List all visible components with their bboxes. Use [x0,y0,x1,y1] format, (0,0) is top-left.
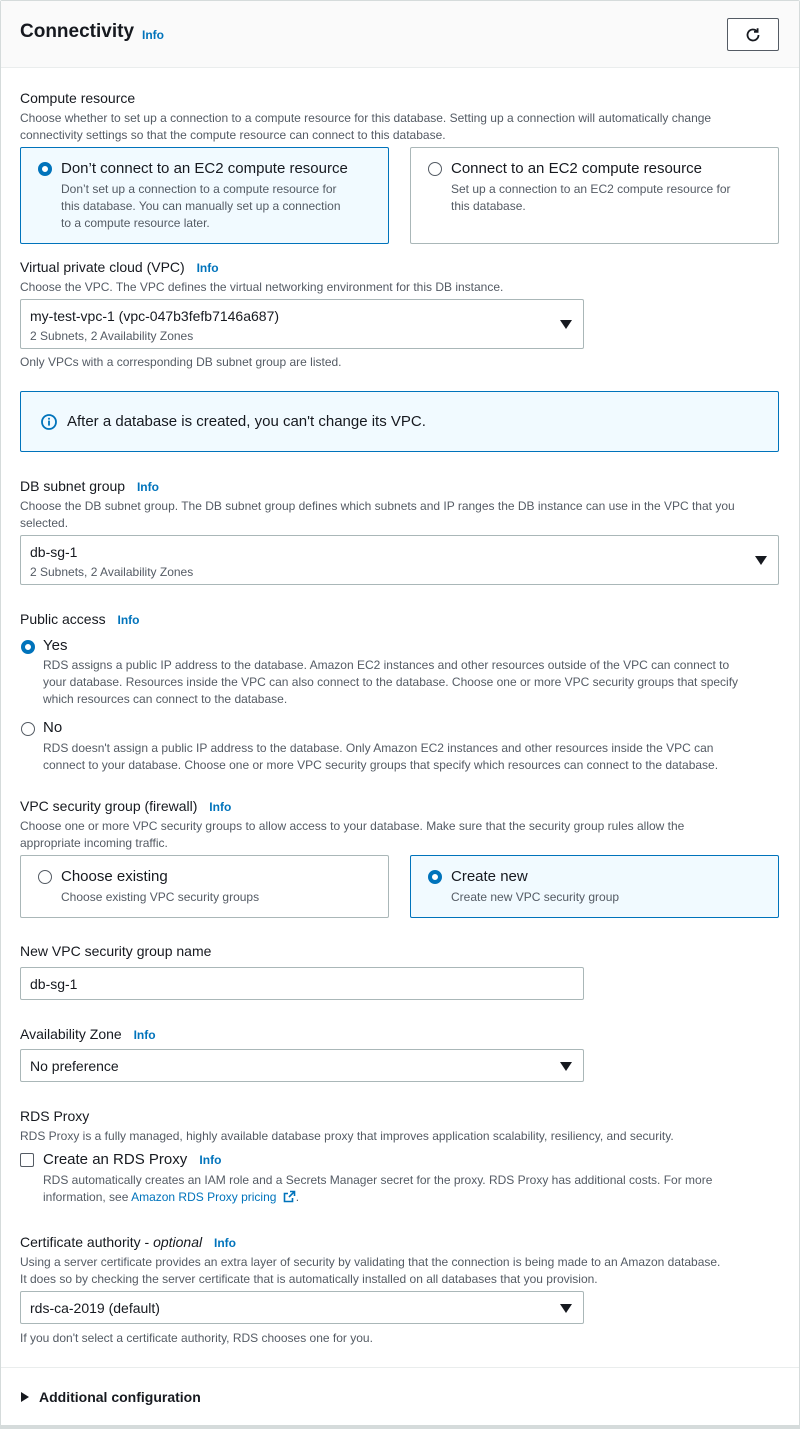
create-rds-proxy-text: Create an RDS Proxy [43,1151,188,1168]
chevron-down-icon [755,556,767,565]
public-no-title: No [43,719,63,736]
vpc-info-link[interactable]: Info [196,261,219,275]
rds-proxy-info-link[interactable]: Info [199,1153,222,1167]
compute-resource-desc-2: connectivity settings so that the compute resource can connect to this database. [20,128,446,142]
external-link-icon[interactable] [283,1190,296,1203]
security-group-info-link[interactable]: Info [209,800,232,814]
public-yes-desc-1: RDS assigns a public IP address to the database. Amazon EC2 instances and other resources outside of the VPC can connect to [43,658,730,672]
cert-select-value: rds-ca-2019 (default) [30,1300,160,1316]
vpc-select[interactable] [20,299,584,349]
panel-header [1,1,799,68]
tile-dont-connect-desc-3: to a compute resource later. [61,216,210,230]
chevron-down-icon [560,320,572,329]
vpc-select-value: my-test-vpc-1 (vpc-047b3fefb7146a687) [30,308,280,324]
subnet-label [20,478,159,494]
cert-label [20,1234,236,1250]
rds-proxy-detail-2 [43,1189,299,1206]
rds-proxy-detail-1: RDS automatically creates an IAM role and a Secrets Manager secret for the proxy. RDS Proxy has additional costs. For more [43,1173,713,1187]
vpc-note: Only VPCs with a corresponding DB subnet group are listed. [20,355,342,369]
security-group-label [20,798,231,814]
public-access-info-link[interactable]: Info [117,613,140,627]
az-info-link[interactable]: Info [133,1028,156,1042]
subnet-desc-2: selected. [20,516,69,530]
new-sg-name-value: db-sg-1 [30,976,78,992]
caret-right-icon [20,1391,30,1403]
vpc-desc: Choose the VPC. The VPC defines the virtual networking environment for this DB instance. [20,280,504,294]
cert-desc-1: Using a server certificate provides an extra layer of security by validating that the connection is being made to an Amazon database. [20,1255,721,1269]
security-group-desc-2: appropriate incoming traffic. [20,836,168,850]
rds-proxy-detail-suffix: . [295,1190,300,1204]
cert-info-link[interactable]: Info [214,1236,236,1250]
subnet-info-link[interactable]: Info [136,480,159,494]
radio-dont-connect[interactable] [38,162,52,176]
tile-dont-connect-desc-2: this database. You can manually set up a connection [61,199,341,213]
additional-config-toggle[interactable] [20,1389,201,1405]
tile-choose-existing-sg[interactable] [20,855,389,918]
rds-proxy-detail-prefix: information, see [43,1190,132,1204]
cert-label-text: Certificate authority - [20,1234,154,1250]
panel-title: Connectivity [20,21,135,42]
cert-select[interactable] [20,1291,584,1324]
rds-proxy-pricing-link[interactable]: Amazon RDS Proxy pricing [131,1190,277,1204]
subnet-select[interactable] [20,535,779,585]
compute-resource-label: Compute resource [20,90,136,106]
radio-connect-ec2[interactable] [428,162,442,176]
tile-create-new-sg[interactable] [410,855,779,918]
new-sg-name-label: New VPC security group name [20,943,212,959]
vpc-label-text: Virtual private cloud (VPC) [20,259,185,275]
public-access-label [20,611,139,627]
chevron-down-icon [560,1304,572,1313]
tile-connect-title: Connect to an EC2 compute resource [451,160,702,177]
radio-public-yes[interactable] [21,640,35,654]
tile-dont-connect-title: Don’t connect to an EC2 compute resource [61,160,348,177]
tile-dont-connect-desc-1: Don’t set up a connection to a compute resource for [61,182,337,196]
rds-proxy-label: RDS Proxy [20,1108,90,1124]
bottom-border [0,1425,800,1429]
security-group-label-text: VPC security group (firewall) [20,798,198,814]
tile-connect-desc-1: Set up a connection to an EC2 compute resource for [451,182,731,196]
tile-connect-ec2[interactable] [410,147,779,244]
az-label-text: Availability Zone [20,1026,122,1042]
public-yes-desc-2: your database. Resources inside the VPC can also connect to the database. Choose one or more VPC security groups that specify [43,675,739,689]
vpc-alert-text: After a database is created, you can't change its VPC. [67,413,426,430]
public-access-label-text: Public access [20,611,106,627]
vpc-label [20,259,219,275]
public-yes-desc-3: which resources can connect to the database. [43,692,288,706]
cert-note: If you don't select a certificate authority, RDS chooses one for you. [20,1331,373,1345]
public-no-desc-2: connect to your database. Choose one or more VPC security groups that specify which resources can connect to the database. [43,758,719,772]
additional-config-label: Additional configuration [39,1389,201,1405]
refresh-icon [744,26,762,44]
az-select[interactable] [20,1049,584,1082]
radio-choose-existing[interactable] [38,870,52,884]
subnet-select-sub: 2 Subnets, 2 Availability Zones [30,565,194,579]
section-divider [1,1367,799,1368]
create-new-title: Create new [451,868,528,885]
create-rds-proxy-checkbox[interactable] [20,1153,34,1167]
choose-existing-title: Choose existing [61,868,168,885]
public-yes-title: Yes [43,637,68,654]
rds-proxy-desc: RDS Proxy is a fully managed, highly available database proxy that improves application scalability, resiliency, and security. [20,1129,674,1143]
radio-public-no[interactable] [21,722,35,736]
refresh-button[interactable] [727,18,779,51]
subnet-select-value: db-sg-1 [30,544,78,560]
public-no-desc-1: RDS doesn't assign a public IP address to the database. Only Amazon EC2 instances and other resources inside the VPC can [43,741,714,755]
vpc-select-sub: 2 Subnets, 2 Availability Zones [30,329,194,343]
az-label [20,1026,156,1042]
choose-existing-desc: Choose existing VPC security groups [61,890,260,904]
compute-resource-desc-1: Choose whether to set up a connection to a compute resource for this database. Setting up a connection will automatically change [20,111,712,125]
az-select-value: No preference [30,1058,119,1074]
cert-label-optional: optional [153,1234,203,1250]
chevron-down-icon [560,1062,572,1071]
subnet-label-text: DB subnet group [20,478,126,494]
security-group-desc-1: Choose one or more VPC security groups to allow access to your database. Make sure that the security group rules allow the [20,819,685,833]
radio-create-new[interactable] [428,870,442,884]
create-rds-proxy-label [43,1151,221,1168]
new-sg-name-input[interactable] [20,967,584,1000]
create-new-desc: Create new VPC security group [451,890,620,904]
info-icon [41,414,57,430]
subnet-desc-1: Choose the DB subnet group. The DB subnet group defines which subnets and IP ranges the DB instance can use in the VPC that you [20,499,735,513]
tile-dont-connect-ec2[interactable] [20,147,389,244]
header-info-link[interactable]: Info [142,28,164,42]
tile-connect-desc-2: this database. [451,199,526,213]
cert-desc-2: It does so by checking the server certificate that is automatically installed on all databases that you provision. [20,1272,598,1286]
vpc-info-alert [20,391,779,452]
